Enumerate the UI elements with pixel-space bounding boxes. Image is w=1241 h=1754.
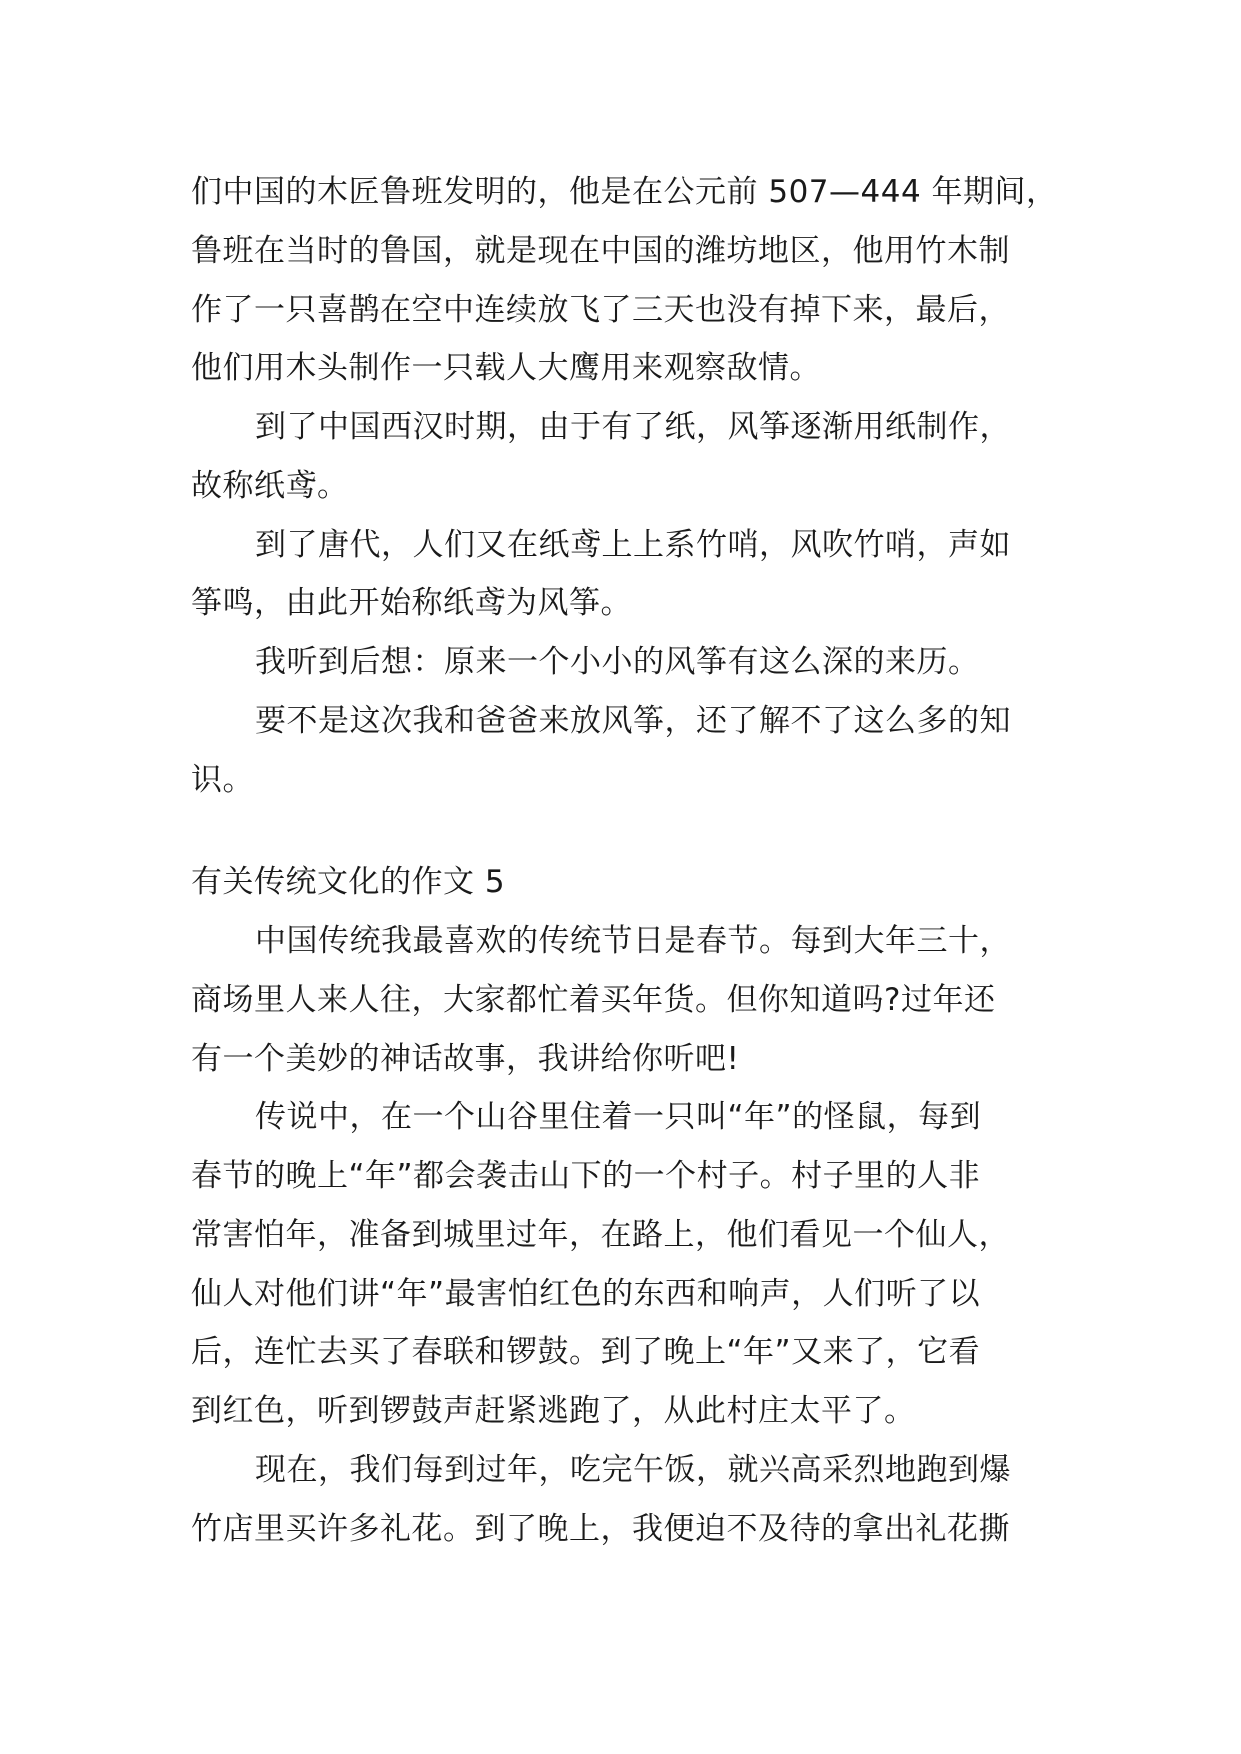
text-line: 识。	[191, 762, 254, 798]
text-line: 仙人对他们讲“年”最害怕红色的东西和响声，人们听了以	[191, 1276, 981, 1312]
text-line: 传说中，在一个山谷里住着一只叫“年”的怪鼠，每到	[255, 1099, 982, 1135]
text-line: 我听到后想：原来一个小小的风筝有这么深的来历。	[255, 644, 980, 680]
text-line: 竹店里买许多礼花。到了晚上，我便迫不及待的拿出礼花撕	[191, 1511, 1010, 1547]
text-line: 筝鸣，由此开始称纸鸢为风筝。	[191, 585, 632, 621]
text-line: 常害怕年，准备到城里过年，在路上，他们看见一个仙人，	[191, 1217, 1010, 1253]
text-line: 到了唐代，人们又在纸鸢上上系竹哨，风吹竹哨，声如	[255, 527, 1011, 563]
text-line: 鲁班在当时的鲁国，就是现在中国的潍坊地区，他用竹木制	[191, 233, 1010, 269]
text-line: 到红色，听到锣鼓声赶紧逃跑了，从此村庄太平了。	[191, 1393, 916, 1429]
text-line: 商场里人来人往，大家都忙着买年货。但你知道吗?过年还	[191, 982, 996, 1018]
text-line: 作了一只喜鹊在空中连续放飞了三天也没有掉下来，最后，	[191, 292, 1010, 328]
text-line: 后，连忙去买了春联和锣鼓。到了晚上“年”又来了，它看	[191, 1334, 981, 1370]
text-line: 到了中国西汉时期，由于有了纸，风筝逐渐用纸制作，	[255, 409, 1011, 445]
text-line: 有一个美妙的神话故事，我讲给你听吧!	[191, 1041, 740, 1077]
text-line: 中国传统我最喜欢的传统节日是春节。每到大年三十，	[255, 923, 1011, 959]
section-title: 有关传统文化的作文 5	[191, 864, 506, 900]
text-line: 们中国的木匠鲁班发明的，他是在公元前 507—444 年期间，	[191, 174, 1058, 210]
text-line: 要不是这次我和爸爸来放风筝，还了解不了这么多的知	[255, 703, 1011, 739]
text-line: 春节的晚上“年”都会袭击山下的一个村子。村子里的人非	[191, 1158, 981, 1194]
text-line: 现在，我们每到过年，吃完午饭，就兴高采烈地跑到爆	[255, 1452, 1011, 1488]
text-line: 故称纸鸢。	[191, 468, 349, 504]
text-line: 他们用木头制作一只载人大鹰用来观察敌情。	[191, 350, 821, 386]
